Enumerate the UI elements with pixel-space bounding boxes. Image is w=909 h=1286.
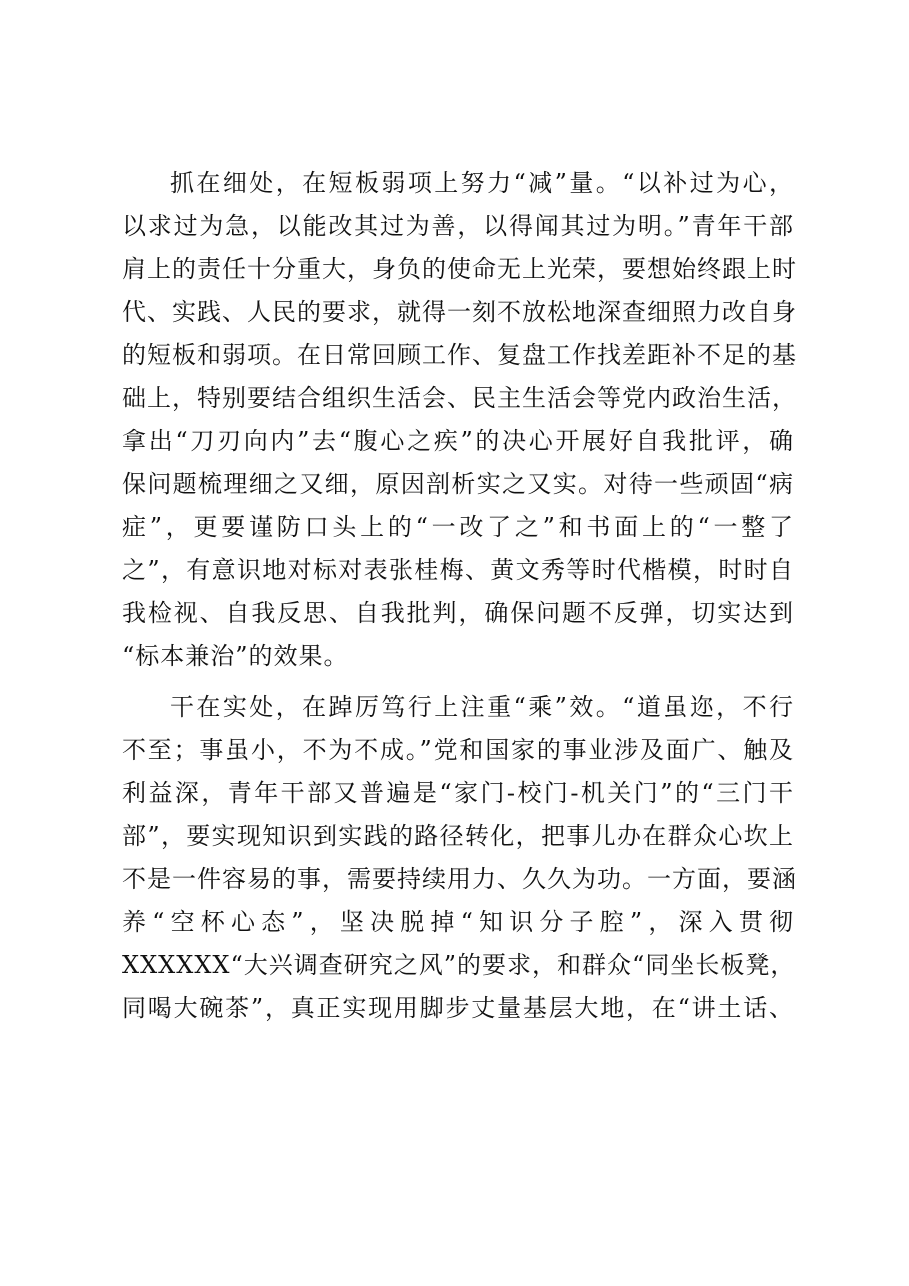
text-line: 我检视、自我反思、自我批判，确保问题不反弹，切实达到 (122, 599, 794, 627)
text-line: 同喝大碗茶”，真正实现用脚步丈量基层大地，在“讲土话、 (122, 994, 794, 1022)
text-line: XXXXXX“大兴调查研究之风”的要求，和群众“同坐长板凳， (122, 951, 796, 979)
text-line: 代、实践、人民的要求，就得一刻不放松地深查细照力改自身 (122, 298, 797, 326)
text-line: 肩上的责任十分重大，身负的使命无上光荣，要想始终跟上时 (122, 255, 797, 283)
text-line: 利益深，青年干部又普遍是“家门-校门-机关门”的“三门干 (122, 779, 794, 807)
text-line: 干在实处，在踔厉笃行上注重“乘”效。“道虽迩，不行 (170, 693, 794, 721)
text-line: 抓在细处，在短板弱项上努力“减”量。“以补过为心， (170, 169, 794, 197)
text-line: 以求过为急，以能改其过为善，以得闻其过为明。”青年干部 (122, 212, 794, 240)
text-line: 拿出“刀刃向内”去“腹心之疾”的决心开展好自我批评，确 (122, 427, 794, 455)
paragraph-2 (122, 686, 797, 1030)
text-line: 不是一件容易的事，需要持续用力、久久为功。一方面，要涵 (122, 865, 797, 893)
document-body (122, 162, 797, 1030)
text-line: 养“空杯心态”，坚决脱掉“知识分子腔”，深入贯彻 (122, 908, 794, 936)
text-line: 的短板和弱项。在日常回顾工作、复盘工作找差距补不足的基 (122, 341, 797, 369)
text-line: “标本兼治”的效果。 (122, 642, 349, 670)
text-line: 不至；事虽小，不为不成。”党和国家的事业涉及面广、触及 (122, 736, 794, 764)
text-line: 保问题梳理细之又细，原因剖析实之又实。对待一些顽固“病 (122, 470, 794, 498)
text-line: 部”，要实现知识到实践的路径转化，把事儿办在群众心坎上 (122, 822, 794, 850)
text-line: 础上，特别要结合组织生活会、民主生活会等党内政治生活， (122, 384, 797, 412)
text-line: 之”，有意识地对标对表张桂梅、黄文秀等时代楷模，时时自 (122, 556, 794, 584)
text-line: 症”，更要谨防口头上的“一改了之”和书面上的“一整了 (122, 513, 794, 541)
paragraph-1 (122, 162, 797, 678)
